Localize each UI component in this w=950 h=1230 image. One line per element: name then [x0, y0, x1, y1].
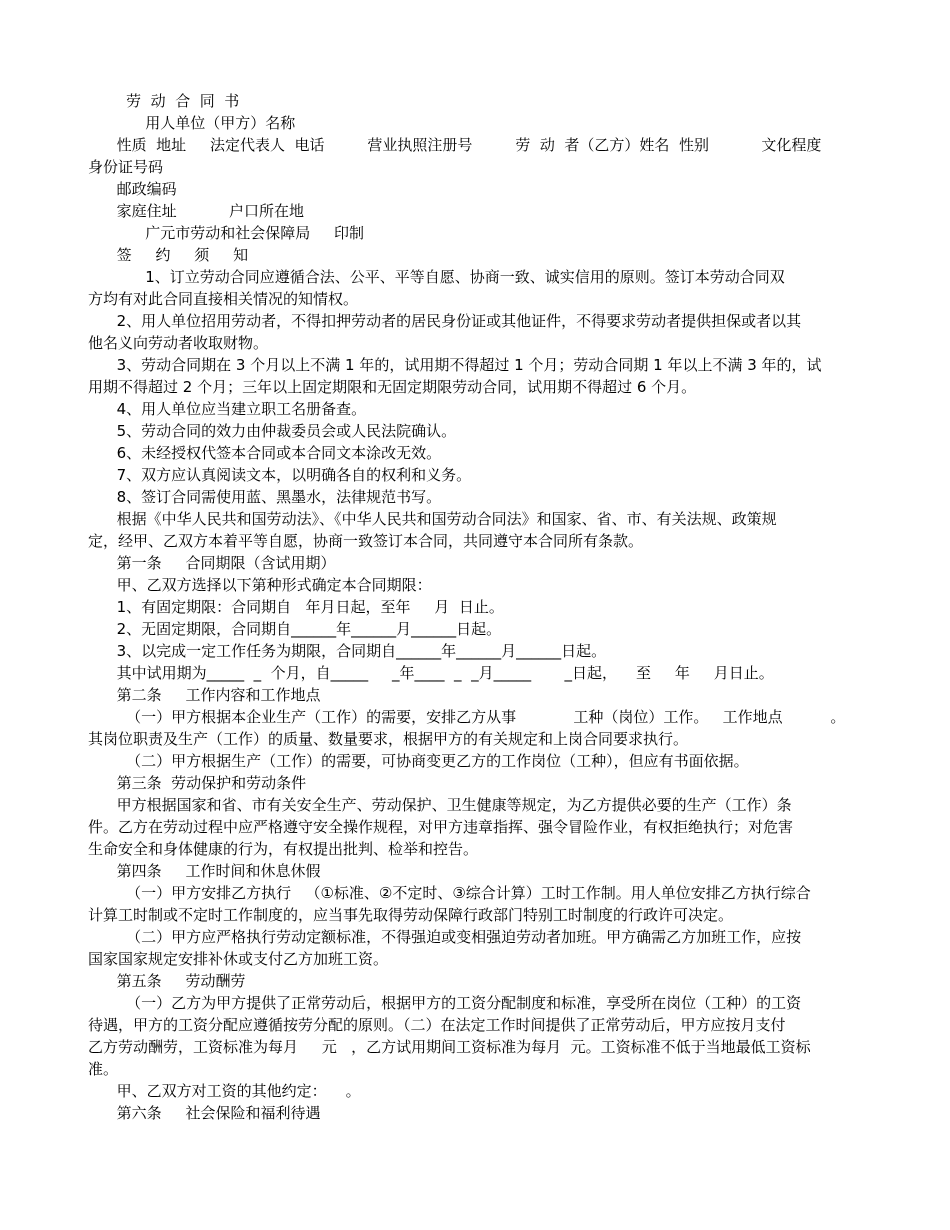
text-line: （二）甲方应严格执行劳动定额标准，不得强迫或变相强迫劳动者加班。甲方确需乙方加班工作，应按	[88, 928, 802, 946]
text-line: 签 约 须 知	[88, 246, 249, 264]
text-line: 件。乙方在劳动过程中应严格遵守安全操作规程，对甲方违章指挥、强令冒险作业，有权拒绝执行；对危害	[88, 818, 794, 836]
text-line: 用期不得超过 2 个月；三年以上固定期限和无固定期限劳动合同，试用期不得超过 6 个月。	[88, 378, 697, 396]
text-line: 第三条 劳动保护和劳动条件	[88, 774, 307, 792]
text-line: 甲、乙双方对工资的其他约定： 。	[88, 1082, 361, 1100]
text-line: 1、订立劳动合同应遵循合法、公平、平等自愿、协商一致、诚实信用的原则。签订本劳动合同双	[88, 268, 785, 286]
text-line: 7、双方应认真阅读文本，以明确各自的权利和义务。	[88, 466, 472, 484]
text-line: 2、用人单位招用劳动者，不得扣押劳动者的居民身份证或其他证件，不得要求劳动者提供担保或者以其	[88, 312, 802, 330]
text-line: 第一条 合同期限（含试用期）	[88, 554, 336, 572]
text-line: （一）甲方根据本企业生产（工作）的需要，安排乙方从事 工种（岗位）工作。 工作地点 。	[88, 708, 846, 726]
text-line: 乙方劳动酬劳，工资标准为每月 元 ，乙方试用期间工资标准为每月 元。工资标准不低于当地最低工资标	[88, 1038, 811, 1056]
text-line: 其岗位职责及生产（工作）的质量、数量要求，根据甲方的有关规定和上岗合同要求执行。	[88, 730, 689, 748]
text-line: 2、无固定期限，合同期自______年______月______日起。	[88, 620, 502, 638]
text-line: 性质 地址 法定代表人 电话 营业执照注册号 劳 动 者（乙方）姓名 性别 文化程度	[88, 136, 822, 154]
text-line: 8、签订合同需使用蓝、黑墨水，法律规范书写。	[88, 488, 442, 506]
text-line: 身份证号码	[88, 158, 164, 176]
text-line: 第四条 工作时间和休息休假	[88, 862, 321, 880]
text-line: 国家国家规定安排补休或支付乙方加班工资。	[88, 950, 389, 968]
text-line: 5、劳动合同的效力由仲裁委员会或人民法院确认。	[88, 422, 457, 440]
text-line: 甲、乙双方选择以下第种形式确定本合同期限：	[88, 576, 432, 594]
text-line: 家庭住址 户口所在地	[88, 202, 305, 220]
text-line: 用人单位（甲方）名称	[88, 114, 296, 132]
text-line: 3、以完成一定工作任务为期限，合同期自______年______月______日起。	[88, 642, 607, 660]
text-line: 其中试用期为_____ _ 个月，自_____ _年____ _ _月_____ _日起， 至 年 月日止。	[88, 664, 774, 682]
text-line: 4、用人单位应当建立职工名册备查。	[88, 400, 367, 418]
text-line: 劳 动 合 同 书	[88, 92, 240, 110]
text-line: 第二条 工作内容和工作地点	[88, 686, 321, 704]
text-line: （一）乙方为甲方提供了正常劳动后，根据甲方的工资分配制度和标准，享受所在岗位（工种）的工资	[88, 994, 802, 1012]
text-line: 定，经甲、乙双方本着平等自愿，协商一致签订本合同，共同遵守本合同所有条款。	[88, 532, 644, 550]
text-line: 广元市劳动和社会保障局 印制	[88, 224, 365, 242]
text-line: 根据《中华人民共和国劳动法》、《中华人民共和国劳动合同法》和国家、省、市、有关法规、政策规	[88, 510, 777, 528]
text-line: 方均有对此合同直接相关情况的知情权。	[88, 290, 359, 308]
text-line: 计算工时制或不定时工作制度的，应当事先取得劳动保障行政部门特别工时制度的行政许可决定。	[88, 906, 734, 924]
text-line: （一）甲方安排乙方执行 （①标准、②不定时、③综合计算）工时工作制。用人单位安排乙方执行综合	[88, 884, 811, 902]
text-line: 准。	[88, 1060, 119, 1078]
text-line: 邮政编码	[88, 180, 177, 198]
text-line: 甲方根据国家和省、市有关安全生产、劳动保护、卫生健康等规定，为乙方提供必要的生产（工作）条	[88, 796, 792, 814]
text-line: 6、未经授权代签本合同或本合同文本涂改无效。	[88, 444, 442, 462]
text-line: （二）甲方根据生产（工作）的需要，可协商变更乙方的工作岗位（工种），但应有书面依据。	[88, 752, 749, 770]
text-line: 待遇，甲方的工资分配应遵循按劳分配的原则。（二）在法定工作时间提供了正常劳动后，甲方应按月支付	[88, 1016, 786, 1034]
text-line: 第六条 社会保险和福利待遇	[88, 1104, 321, 1122]
text-line: 生命安全和身体健康的行为，有权提出批判、检举和控告。	[88, 840, 479, 858]
text-line: 3、劳动合同期在 3 个月以上不满 1 年的，试用期不得超过 1 个月；劳动合同期 1 年以上不满 3 年的，试	[88, 356, 822, 374]
text-line: 第五条 劳动酬劳	[88, 972, 246, 990]
text-line: 1、有固定期限：合同期自 年月日起，至年 月 日止。	[88, 598, 504, 616]
text-line: 他名义向劳动者收取财物。	[88, 334, 269, 352]
